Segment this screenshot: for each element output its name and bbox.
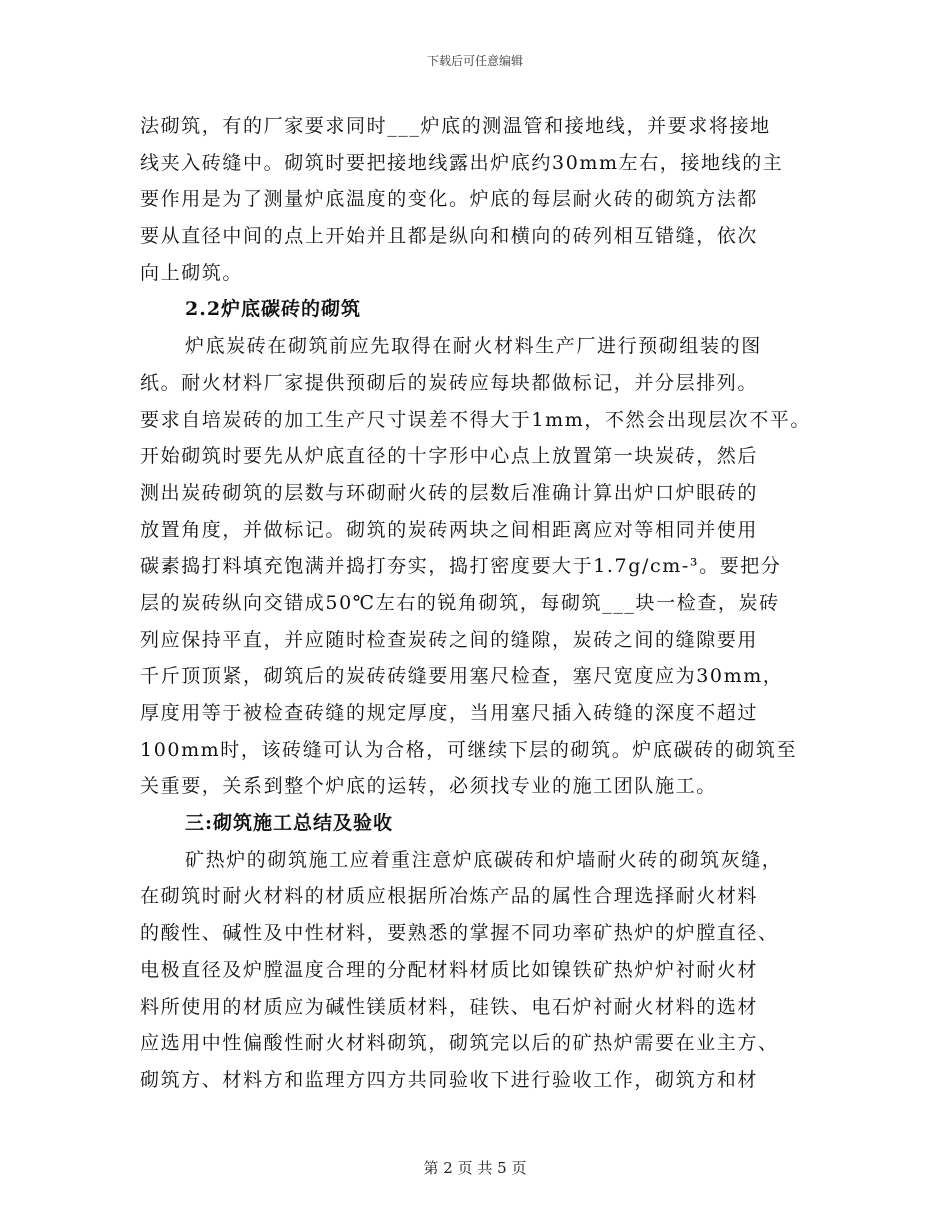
page-footer: 第 2 页 共 5 页 xyxy=(423,1159,527,1177)
paragraph-line: 线夹入砖缝中。砌筑时要把接地线露出炉底约30mm左右，接地线的主 xyxy=(140,151,784,174)
paragraph-line: 要作用是为了测量炉底温度的变化。炉底的每层耐火砖的砌筑方法都 xyxy=(140,188,759,211)
paragraph-line: 千斤顶顶紧，砌筑后的炭砖砖缝要用塞尺检查，塞尺宽度应为30mm， xyxy=(140,665,784,688)
paragraph-line: 砌筑方、材料方和监理方四方共同验收下进行验收工作，砌筑方和材 xyxy=(140,1068,759,1091)
paragraph-line: 应选用中性偏酸性耐火材料砌筑，砌筑完以后的矿热炉需要在业主方、 xyxy=(140,1032,779,1055)
section-heading: 三:砌筑施工总结及验收 xyxy=(185,812,394,835)
paragraph-line: 法砌筑，有的厂家要求同时___炉底的测温管和接地线，并要求将接地 xyxy=(140,115,771,137)
paragraph-line: 要求自培炭砖的加工生产尺寸误差不得大于1mm，不然会出现层次不平。 xyxy=(140,408,811,431)
paragraph-line: 列应保持平直，并应随时检查炭砖之间的缝隙，炭砖之间的缝隙要用 xyxy=(140,628,759,651)
paragraph-line: 料所使用的材质应为碱性镁质材料，硅铁、电石炉衬耐火材料的选材 xyxy=(140,995,759,1018)
paragraph-line: 纸。耐火材料厂家提供预砌后的炭砖应每块都做标记，并分层排列。 xyxy=(140,371,759,394)
paragraph-line: 向上砌筑。 xyxy=(140,261,244,284)
paragraph-line: 放置角度，并做标记。砌筑的炭砖两块之间相距离应对等相同并使用 xyxy=(140,518,759,541)
paragraph-line: 厚度用等于被检查砖缝的规定厚度，当用塞尺插入砖缝的深度不超过 xyxy=(140,702,759,724)
paragraph-line: 测出炭砖砌筑的层数与环砌耐火砖的层数后准确计算出炉口炉眼砖的 xyxy=(140,481,759,504)
paragraph-line: 100mm时，该砖缝可认为合格，可继续下层的砌筑。炉底碳砖的砌筑至 xyxy=(140,738,798,761)
paragraph-line: 的酸性、碱性及中性材料，要熟悉的掌握不同功率矿热炉的炉膛直径、 xyxy=(140,922,779,945)
paragraph-line: 矿热炉的砌筑施工应着重注意炉底碳砖和炉墙耐火砖的砌筑灰缝， xyxy=(185,848,783,871)
paragraph-line: 开始砌筑时要先从炉底直径的十字形中心点上放置第一块炭砖，然后 xyxy=(140,445,759,468)
paragraph-line: 层的炭砖纵向交错成50℃左右的锐角砌筑，每砌筑___块一检查，炭砖 xyxy=(140,591,780,614)
paragraph-line: 炉底炭砖在砌筑前应先取得在耐火材料生产厂进行预砌组装的图 xyxy=(185,335,762,358)
section-heading: 2.2炉底碳砖的砌筑 xyxy=(185,298,362,321)
paragraph-line: 在砌筑时耐火材料的材质应根据所冶炼产品的属性合理选择耐火材料 xyxy=(140,885,759,908)
document-body xyxy=(140,108,840,1099)
paragraph-line: 关重要，关系到整个炉底的运转，必须找专业的施工团队施工。 xyxy=(140,775,717,798)
paragraph-line: 电极直径及炉膛温度合理的分配材料材质比如镍铁矿热炉炉衬耐火材 xyxy=(140,958,759,981)
paragraph-line: 碳素捣打料填充饱满并捣打夯实，捣打密度要大于1.7g/cm-³。要把分 xyxy=(140,555,782,578)
paragraph-line: 要从直径中间的点上开始并且都是纵向和横向的砖列相互错缝，依次 xyxy=(140,225,759,248)
page-header: 下载后可任意编辑 xyxy=(426,54,523,68)
